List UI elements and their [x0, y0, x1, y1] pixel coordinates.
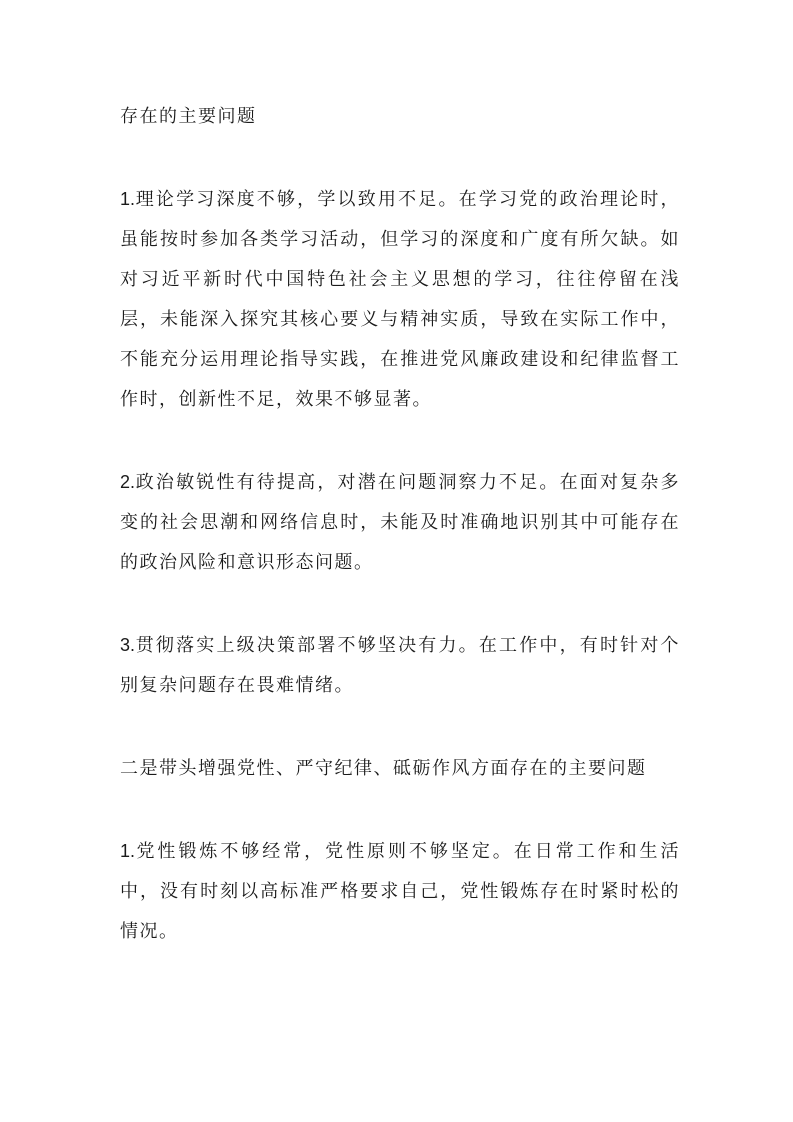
paragraph-gap — [120, 420, 680, 462]
paragraph-gap — [120, 706, 680, 748]
paragraph — [120, 831, 680, 952]
paragraph — [120, 625, 680, 706]
section-heading — [120, 96, 680, 137]
paragraph — [120, 462, 680, 583]
paragraph-text: 存在的主要问题 — [120, 106, 257, 127]
paragraph-number: 1. — [120, 841, 136, 861]
paragraph-number: 1. — [120, 189, 136, 209]
paragraph — [120, 179, 680, 420]
paragraph-text: 理论学习深度不够，学以致用不足。在学习党的政治理论时，虽能按时参加各类学习活动，但学习的深度和广度有所欠缺。如对习近平新时代中国特色社会主义思想的学习，往往停留在浅层，未能深入探究其核心要义与精神实质，导致在实际工作中，不能充分运用理论指导实践，在推进党风廉政建设和纪律监督工作时，创新性不足，效果不够显著。 — [120, 189, 680, 410]
paragraph-text: 政治敏锐性有待提高，对潜在问题洞察力不足。在面对复杂多变的社会思潮和网络信息时，未能及时准确地识别其中可能存在的政治风险和意识形态问题。 — [120, 472, 680, 573]
document-page — [120, 96, 680, 952]
paragraph-text: 党性锻炼不够经常，党性原则不够坚定。在日常工作和生活中，没有时刻以高标准严格要求自己，党性锻炼存在时紧时松的情况。 — [120, 841, 680, 942]
paragraph-number: 3. — [120, 635, 136, 655]
section-heading — [120, 748, 680, 789]
paragraph-gap — [120, 137, 680, 179]
paragraph-number: 2. — [120, 472, 136, 492]
paragraph-text: 贯彻落实上级决策部署不够坚决有力。在工作中，有时针对个别复杂问题存在畏难情绪。 — [120, 635, 680, 696]
paragraph-gap — [120, 583, 680, 625]
paragraph-gap — [120, 789, 680, 831]
paragraph-text: 二是带头增强党性、严守纪律、砥砺作风方面存在的主要问题 — [120, 758, 647, 779]
